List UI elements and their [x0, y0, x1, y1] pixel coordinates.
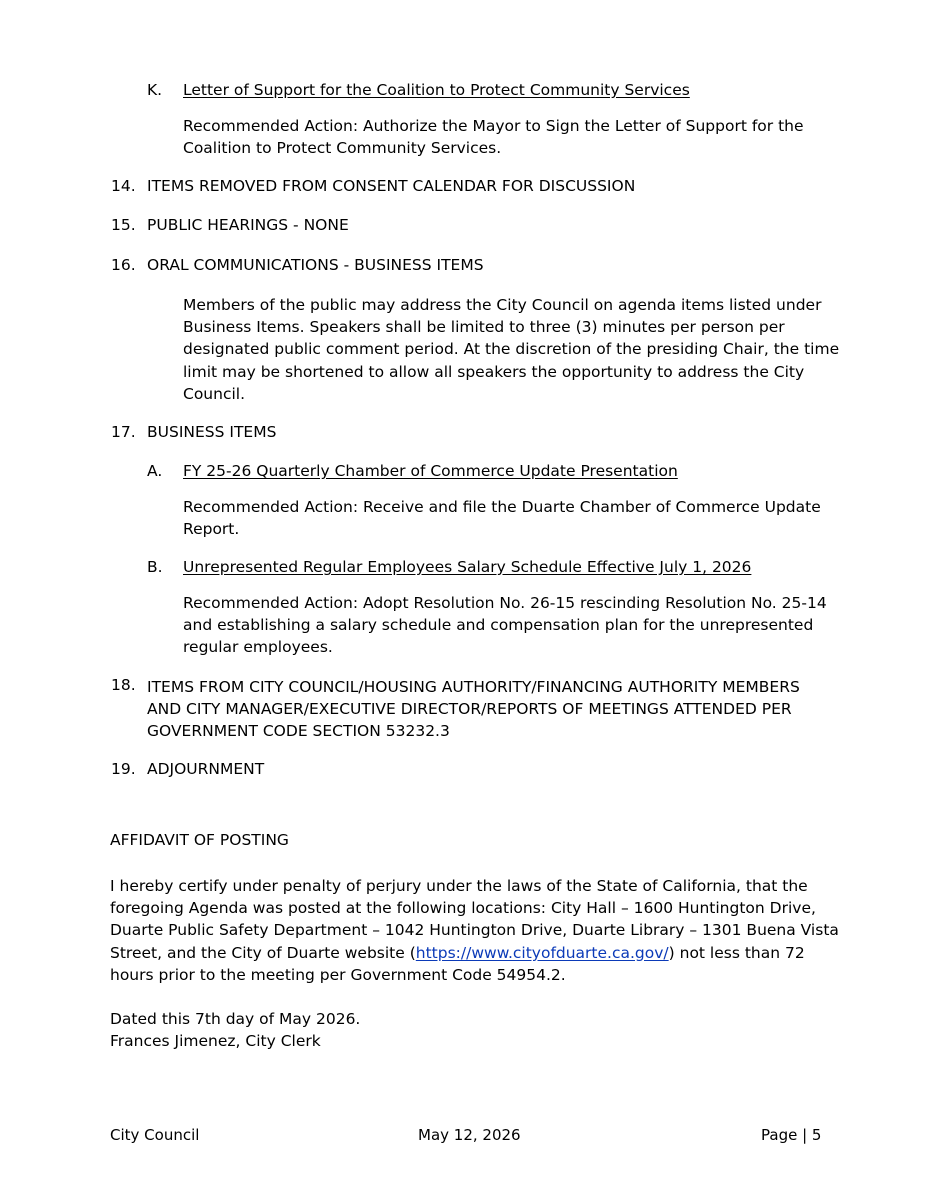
- item-18-heading-line: AND CITY MANAGER/EXECUTIVE DIRECTOR/REPORTS OF MEETINGS ATTENDED PER: [147, 700, 792, 719]
- item-k-title: Letter of Support for the Coalition to Protect Community Services: [183, 81, 690, 99]
- signer-line: Frances Jimenez, City Clerk: [110, 1032, 321, 1051]
- dated-line: Dated this 7th day of May 2026.: [110, 1010, 361, 1028]
- item-16-body-line: limit may be shortened to allow all speakers the opportunity to address the City: [183, 362, 805, 381]
- item-16-body: [183, 294, 839, 405]
- footer-date: May 12, 2026: [418, 1126, 521, 1144]
- affidavit-line-with-link: [110, 942, 839, 964]
- item-17b-action-line: and establishing a salary schedule and compensation plan for the unrepresented: [183, 616, 814, 635]
- item-19-number: 19.: [111, 760, 136, 778]
- item-17a-action: [183, 496, 821, 540]
- affidavit-line: hours prior to the meeting per Government Code 54954.2.: [110, 965, 566, 984]
- item-17a-action-line: Report.: [183, 520, 240, 539]
- city-website-link[interactable]: https://www.cityofduarte.ca.gov/: [415, 943, 669, 962]
- item-17b-action: [183, 592, 827, 659]
- affidavit-line: I hereby certify under penalty of perjury under the laws of the State of California, that the: [110, 877, 808, 895]
- affidavit-heading: AFFIDAVIT OF POSTING: [110, 831, 289, 849]
- item-18-number: 18.: [111, 676, 136, 694]
- item-k-action-line: Coalition to Protect Community Services.: [183, 139, 502, 158]
- item-17-number: 17.: [111, 423, 136, 441]
- item-16-body-line: Council.: [183, 384, 246, 403]
- affidavit-signature-block: [110, 1008, 360, 1052]
- item-16-body-line: Business Items. Speakers shall be limited to three (3) minutes per person per: [183, 318, 785, 337]
- item-16-body-line: Members of the public may address the City Council on agenda items listed under: [183, 296, 822, 314]
- item-17a-action-line: Recommended Action: Receive and file the Duarte Chamber of Commerce Update: [183, 498, 821, 516]
- item-14-number: 14.: [111, 177, 136, 195]
- item-k-action: [183, 115, 804, 159]
- affidavit-line: foregoing Agenda was posted at the following locations: City Hall – 1600 Huntington Drive,: [110, 899, 816, 918]
- item-k-letter: K.: [147, 81, 163, 99]
- item-17a-letter: A.: [147, 462, 163, 480]
- item-14-heading: ITEMS REMOVED FROM CONSENT CALENDAR FOR DISCUSSION: [147, 177, 636, 195]
- item-19-heading: ADJOURNMENT: [147, 760, 265, 778]
- affidavit-line: Duarte Public Safety Department – 1042 Huntington Drive, Duarte Library – 1301 Buena Vista: [110, 921, 839, 940]
- item-17b-letter: B.: [147, 558, 163, 576]
- footer-page-number: Page | 5: [761, 1126, 822, 1144]
- item-17b-title: Unrepresented Regular Employees Salary Schedule Effective July 1, 2026: [183, 558, 752, 576]
- item-18-heading: [147, 676, 800, 743]
- item-17b-action-line: regular employees.: [183, 638, 333, 657]
- affidavit-body: [110, 875, 839, 986]
- item-17a-title: FY 25-26 Quarterly Chamber of Commerce Update Presentation: [183, 462, 678, 480]
- item-k-action-line: Recommended Action: Authorize the Mayor to Sign the Letter of Support for the: [183, 117, 804, 135]
- item-15-number: 15.: [111, 216, 136, 234]
- item-18-heading-line: GOVERNMENT CODE SECTION 53232.3: [147, 722, 450, 741]
- item-16-heading: ORAL COMMUNICATIONS - BUSINESS ITEMS: [147, 256, 484, 274]
- affidavit-line-text: ) not less than 72: [668, 943, 805, 962]
- item-15-heading: PUBLIC HEARINGS - NONE: [147, 216, 349, 234]
- item-16-number: 16.: [111, 256, 136, 274]
- item-17-heading: BUSINESS ITEMS: [147, 423, 277, 441]
- item-17b-action-line: Recommended Action: Adopt Resolution No. 26-15 rescinding Resolution No. 25-14: [183, 594, 827, 612]
- item-16-body-line: designated public comment period. At the discretion of the presiding Chair, the time: [183, 340, 840, 359]
- footer-left: City Council: [110, 1126, 200, 1144]
- item-18-heading-line: ITEMS FROM CITY COUNCIL/HOUSING AUTHORITY/FINANCING AUTHORITY MEMBERS: [147, 678, 800, 696]
- affidavit-line-text: Street, and the City of Duarte website (: [110, 943, 416, 962]
